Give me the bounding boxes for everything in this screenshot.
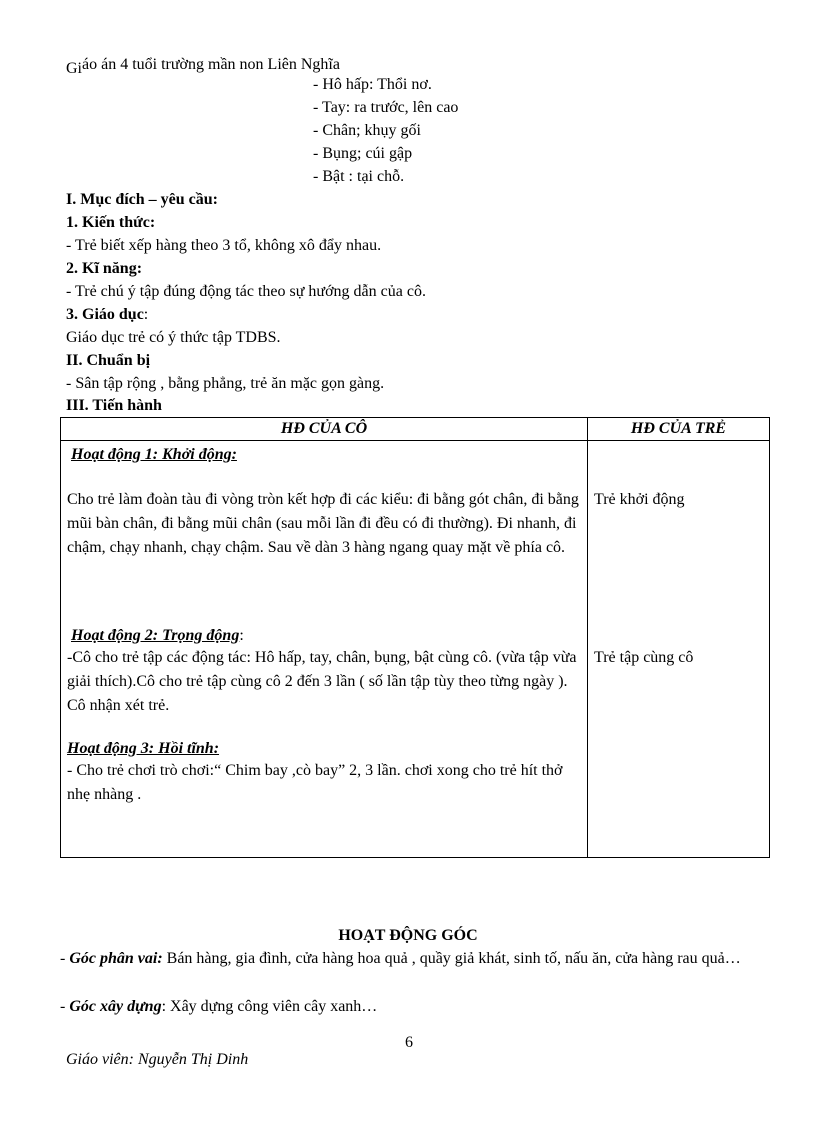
education-colon: : <box>143 306 149 323</box>
subheading-education <box>66 306 148 324</box>
activity-1-text: Cho trẻ làm đoàn tàu đi vòng tròn kết hợp đi các kiểu: đi bằng gót chân, đi bằng mũi bàn chân, đi bằng mũi chân (sau mỗi lần đi đều có đi thường). Đi nhanh, đi chậm, chạy nhanh, chạy chậm. Sau về dàn 3 hàng ngang quay mặt về phía cô. <box>67 491 579 556</box>
skills-text: - Trẻ chú ý tập đúng động tác theo sự hướng dẫn của cô. <box>66 283 426 300</box>
activity-1-title: Hoạt động 1: Khởi động <box>71 446 232 463</box>
section-heading-procedure: III. Tiến hành <box>66 397 162 414</box>
exercise-item: - Tay: ra trước, lên cao <box>313 99 459 116</box>
activity-3-text: - Cho trẻ chơi trò chơi:“ Chim bay ,cò bay” 2, 3 lần. chơi xong cho trẻ hít thở nhẹ nhàng . <box>67 762 563 803</box>
corner-activities-title: HOẠT ĐỘNG GÓC <box>338 927 478 944</box>
children-activity-2: Trẻ tập cùng cô <box>594 649 694 666</box>
section-heading-objectives: I. Mục đích – yêu cầu: <box>66 191 218 208</box>
header-prefix: Gi <box>66 60 82 77</box>
roleplay-text: Bán hàng, gia đình, cửa hàng hoa quả , quầy giả khát, sinh tố, nấu ăn, cửa hàng rau quả… <box>162 950 741 967</box>
exercise-item: - Hô hấp: Thổi nơ. <box>313 76 432 93</box>
teacher-activities-cell <box>61 441 588 858</box>
education-text: Giáo dục trẻ có ý thức tập TDBS. <box>66 329 281 346</box>
corner-item-roleplay: - Góc phân vai: Bán hàng, gia đình, cửa hàng hoa quả , quầy giả khát, sinh tố, nấu ăn, cửa hàng rau quả… <box>60 950 741 967</box>
children-column-header: HĐ CỦA TRẺ <box>588 418 770 441</box>
corner-item-building: - Góc xây dựng: Xây dựng công viên cây xanh… <box>60 998 378 1015</box>
header-title: áo án 4 tuổi trường mần non Liên Nghĩa <box>82 56 340 73</box>
section-heading-preparation: II. Chuẩn bị <box>66 352 151 369</box>
activity-3-title: Hoạt động 3: Hồi tĩnh: <box>67 740 220 757</box>
education-label: 3. Giáo dục <box>66 306 144 323</box>
footer-teacher: Giáo viên: Nguyễn Thị Dinh <box>66 1051 249 1068</box>
activity-2-colon: : <box>239 627 244 644</box>
knowledge-text: - Trẻ biết xếp hàng theo 3 tổ, không xô đẩy nhau. <box>66 237 382 254</box>
building-text: : Xây dựng công viên cây xanh… <box>161 998 378 1015</box>
activity-1-colon: : <box>231 446 237 463</box>
subheading-skills: 2. Kĩ năng: <box>66 260 143 277</box>
activity-table <box>60 417 770 858</box>
children-activity-1: Trẻ khởi động <box>594 491 685 508</box>
page-number: 6 <box>405 1034 413 1051</box>
document-header <box>66 56 340 77</box>
exercise-item: - Bật : tại chỗ. <box>313 168 405 185</box>
exercise-item: - Bụng; cúi gập <box>313 145 413 162</box>
roleplay-label: Góc phân vai: <box>69 950 163 967</box>
building-label: Góc xây dựng <box>69 998 162 1015</box>
preparation-text: - Sân tập rộng , bằng phẳng, trẻ ăn mặc gọn gàng. <box>66 375 385 392</box>
activity-2-text: -Cô cho trẻ tập các động tác: Hô hấp, tay, chân, bụng, bật cùng cô. (vừa tập vừa giải thích).Cô cho trẻ tập cùng cô 2 đến 3 lần ( số lần tập tùy theo từng ngày ). Cô nhận xét trẻ. <box>67 649 577 714</box>
children-activities-cell <box>588 441 770 858</box>
activity-2-title: Hoạt động 2: Trọng động <box>71 627 240 644</box>
teacher-column-header: HĐ CỦA CÔ <box>61 418 588 441</box>
exercise-item: - Chân; khụy gối <box>313 122 421 139</box>
subheading-knowledge: 1. Kiến thức: <box>66 214 156 231</box>
